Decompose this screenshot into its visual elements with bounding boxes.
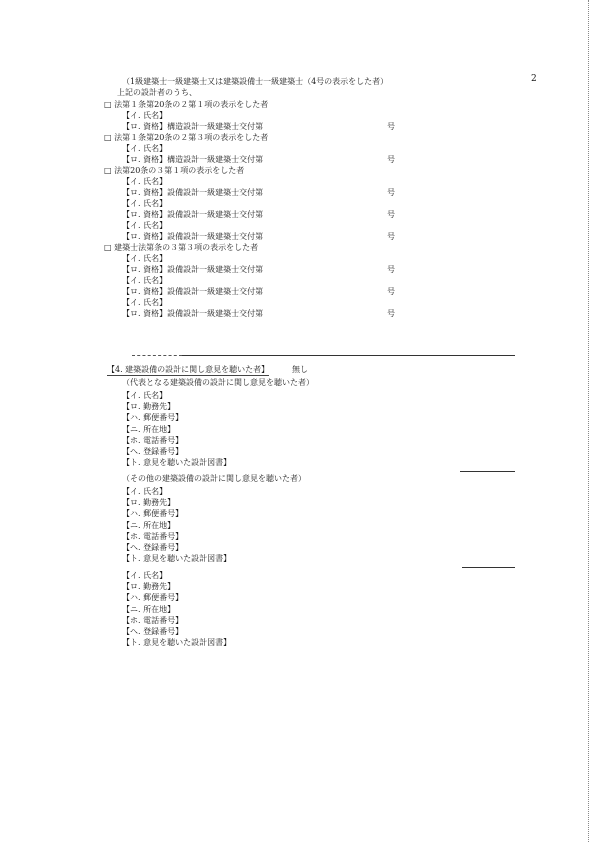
opinion-field: 【ハ. 郵便番号】 bbox=[122, 413, 184, 423]
section4-title-suffix: 無し bbox=[292, 365, 308, 374]
designer-field: 【ロ. 資格】設備設計一級建築士交付第 bbox=[122, 188, 264, 197]
opinion-field: 【ロ. 勤務先】 bbox=[122, 582, 176, 592]
opinion-field: 【ロ. 勤務先】 bbox=[122, 498, 176, 508]
designer-number-suffix: 号 bbox=[387, 287, 395, 296]
opinion-field: 【ト. 意見を聴いた設計図書】 bbox=[122, 458, 232, 468]
representative-end-rule bbox=[460, 471, 515, 472]
opinion-field: 【ヘ. 登録番号】 bbox=[122, 543, 184, 552]
designer-field: 【ロ. 資格】設備設計一級建築士交付第 bbox=[122, 232, 264, 241]
top-dashed-rule bbox=[132, 355, 182, 356]
opinion-field: 【ヘ. 登録番号】 bbox=[122, 627, 184, 636]
designer-field: 【イ. 氏名】 bbox=[122, 199, 168, 208]
designer-field: 【イ. 氏名】 bbox=[122, 276, 168, 285]
designer-field: 【ロ. 資格】設備設計一級建築士交付第 bbox=[122, 287, 264, 296]
opinion-field: 【ト. 意見を聴いた設計図書】 bbox=[122, 638, 232, 648]
representative-header: （代表となる建築設備の設計に関し意見を聴いた者） bbox=[122, 378, 314, 387]
designer-field: 【イ. 氏名】 bbox=[122, 144, 168, 153]
page-number: 2 bbox=[531, 74, 537, 84]
opinion-field: 【ホ. 電話番号】 bbox=[122, 435, 184, 445]
designer-number-suffix: 号 bbox=[387, 155, 395, 164]
opinion-field: 【イ. 氏名】 bbox=[122, 487, 168, 496]
top-section-rule bbox=[182, 355, 515, 356]
designer-field: 【ロ. 資格】構造設計一級建築士交付第 bbox=[122, 155, 264, 164]
opinion-field: 【ニ. 所在地】 bbox=[122, 604, 176, 614]
opinion-field: 【ロ. 勤務先】 bbox=[122, 402, 176, 412]
designer-field: 【イ. 氏名】 bbox=[122, 111, 168, 120]
opinion-field: 【ニ. 所在地】 bbox=[122, 520, 176, 530]
designer-field: 【イ. 氏名】 bbox=[122, 177, 168, 186]
checkbox-row-label: □ 法第１条第20条の２第３項の表示をした者 bbox=[104, 133, 269, 142]
checkbox-row-label: □ 建築士法第条の３第３項の表示をした者 bbox=[104, 243, 259, 252]
designer-field: 【ロ. 資格】設備設計一級建築士交付第 bbox=[122, 309, 264, 318]
other-end-rule bbox=[462, 567, 515, 568]
designer-field: 【ロ. 資格】設備設計一級建築士交付第 bbox=[122, 265, 264, 274]
checkbox-row-label: □ 法第20条の３第１項の表示をした者 bbox=[104, 166, 245, 175]
other-header: （その他の建築設備の設計に関し意見を聴いた者） bbox=[122, 474, 306, 483]
designer-number-suffix: 号 bbox=[387, 232, 395, 241]
page-edge-marks bbox=[588, 0, 589, 842]
designer-field: 【ロ. 資格】設備設計一級建築士交付第 bbox=[122, 210, 264, 219]
designer-number-suffix: 号 bbox=[387, 210, 395, 219]
opinion-field: 【ホ. 電話番号】 bbox=[122, 615, 184, 625]
designer-field: 【ロ. 資格】構造設計一級建築士交付第 bbox=[122, 122, 264, 131]
top-section-header: （1級建築士一級建築士又は建築設備士一級建築士（4号の表示をした者） bbox=[122, 77, 389, 86]
designer-field: 【イ. 氏名】 bbox=[122, 254, 168, 263]
designer-number-suffix: 号 bbox=[387, 265, 395, 274]
top-section-subheader: 上記の設計者のうち、 bbox=[117, 88, 197, 97]
opinion-field: 【ハ. 郵便番号】 bbox=[122, 509, 184, 519]
opinion-field: 【ニ. 所在地】 bbox=[122, 424, 176, 434]
opinion-field: 【ホ. 電話番号】 bbox=[122, 531, 184, 541]
designer-field: 【イ. 氏名】 bbox=[122, 298, 168, 307]
opinion-field: 【ト. 意見を聴いた設計図書】 bbox=[122, 554, 232, 564]
designer-number-suffix: 号 bbox=[387, 122, 395, 131]
opinion-field: 【イ. 氏名】 bbox=[122, 571, 168, 580]
designer-number-suffix: 号 bbox=[387, 188, 395, 197]
opinion-field: 【ハ. 郵便番号】 bbox=[122, 593, 184, 603]
designer-field: 【イ. 氏名】 bbox=[122, 221, 168, 230]
designer-number-suffix: 号 bbox=[387, 309, 395, 318]
opinion-field: 【イ. 氏名】 bbox=[122, 391, 168, 400]
checkbox-row-label: □ 法第１条第20条の２第１項の表示をした者 bbox=[104, 100, 269, 109]
opinion-field: 【ヘ. 登録番号】 bbox=[122, 447, 184, 456]
section4-title: 【4. 建築設備の設計に関し意見を聴いた者】 bbox=[107, 365, 270, 374]
